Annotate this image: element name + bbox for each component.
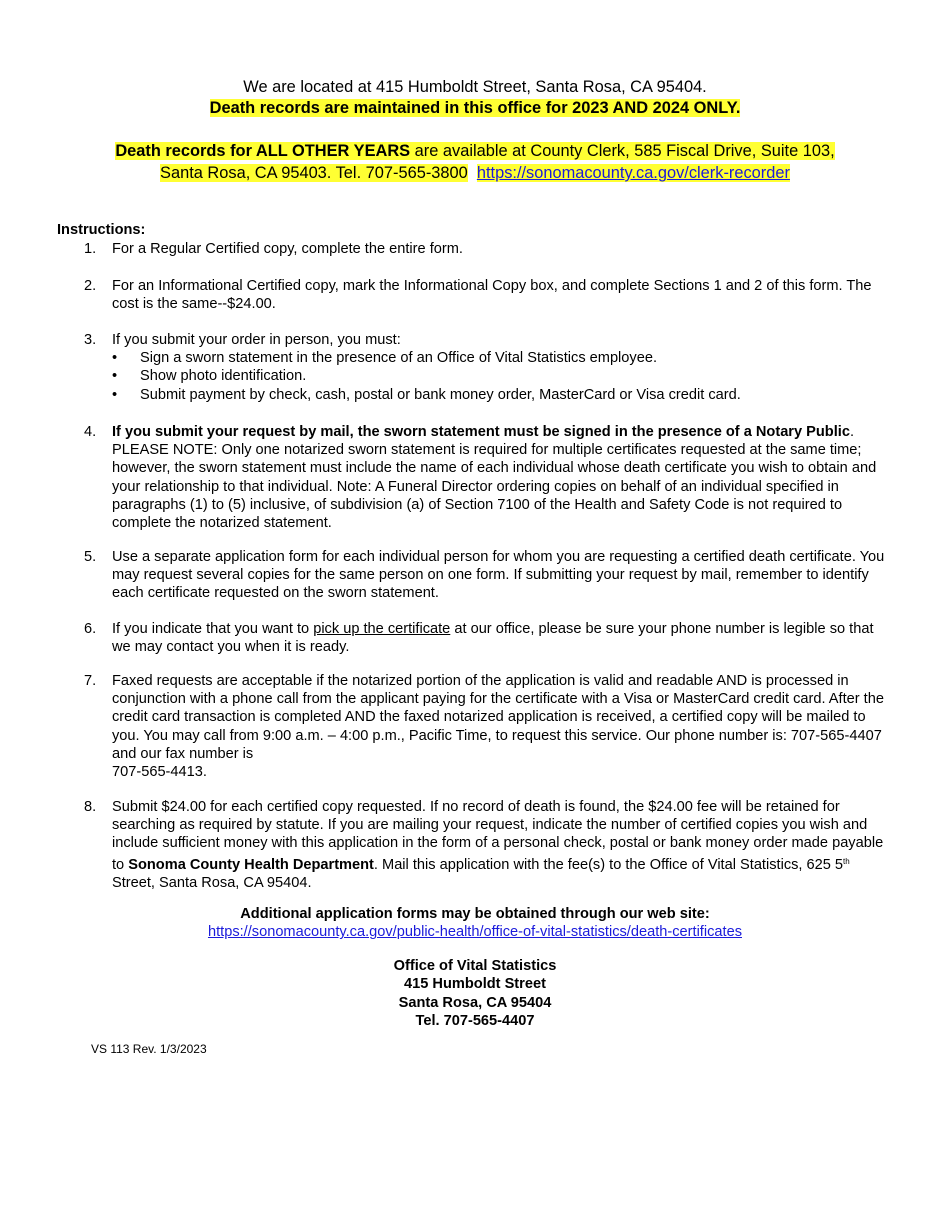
fax-number: 707-565-4413. (112, 764, 207, 781)
item-text: . PLEASE NOTE: Only one notarized sworn statement is required for multiple certificates requested at the same time; however, the sworn statement must include the name of each individual whose death certificate you wish to obtain and your relationship to that individual. Note: A Funeral Director ordering copies on behalf of an individual specified in paragraphs (1) to (5) inclusive, of subdivision (a) of Section 7100 of the Health and Safety Code is not required to complete the notarized statement. (112, 424, 877, 532)
instruction-item-4 (84, 423, 894, 532)
additional-forms (0, 905, 950, 942)
item-text: Submit $24.00 for each certified copy requested. If no record of death is found, the $24.00 fee will be retained for searching as required by statute. If you are mailing your request, indicate the number of certified copies you wish and include sufficient money with this application in the form of a personal check, postal or bank money order made payable to (112, 799, 884, 873)
instruction-item-8 (84, 798, 894, 892)
item-number: 2. (84, 278, 97, 294)
item-number: 4. (84, 424, 97, 440)
in-person-requirements (84, 349, 894, 404)
item-number: 6. (84, 621, 97, 637)
item-text: For a Regular Certified copy, complete the entire form. (112, 241, 463, 257)
bullet-sworn-statement: • Sign a sworn statement in the presence of an Office of Vital Statistics employee. (84, 349, 894, 367)
item-number: 1. (84, 241, 97, 257)
item-text: Use a separate application form for each individual person for whom you are requesting a certified death certificate. You may request several copies for the same person on one form. If submitting your request by mail, remember to identify each certificate requested on the sworn statement. (112, 549, 885, 602)
bullet-photo-id: • Show photo identification. (84, 367, 894, 385)
clerk-city-phone: Santa Rosa, CA 95403. Tel. 707-565-3800 (160, 164, 468, 182)
instruction-item-1 (84, 240, 894, 258)
form-revision: VS 113 Rev. 1/3/2023 (91, 1042, 207, 1056)
clerk-recorder-link[interactable]: https://sonomacounty.ca.gov/clerk-recorder (476, 164, 790, 182)
item-number: 3. (84, 332, 97, 348)
item-number: 8. (84, 799, 97, 815)
instruction-item-2 (84, 277, 894, 313)
location-line (0, 76, 950, 98)
item-text: For an Informational Certified copy, mark the Informational Copy box, and complete Sections 1 and 2 of this form. The cost is the same--$24.00. (112, 278, 872, 313)
bullet-payment: • Submit payment by check, cash, postal or bank money order, MasterCard or Visa credit card. (84, 386, 894, 404)
additional-forms-heading: Additional application forms may be obtained through our web site: (240, 906, 710, 922)
instruction-item-5 (84, 548, 894, 603)
instructions-title: Instructions: (57, 222, 146, 238)
instruction-item-7 (84, 672, 894, 781)
office-name: Office of Vital Statistics (393, 958, 557, 974)
death-certificates-link[interactable]: https://sonomacounty.ca.gov/public-health/office-of-vital-statistics/death-certificates (207, 924, 742, 941)
item-text: Faxed requests are acceptable if the notarized portion of the application is valid and readable AND is processed in conjunction with a phone call from the applicant paying for the certificate with a Visa or MasterCard credit card. After the credit card transaction is completed AND the faxed notarized application is received, a certified copy will be mailed to you. You may call from 9:00 a.m. – 4:00 p.m., Pacific Time, to request this service. Our phone number is: 707-565-4407 and our fax number is (112, 673, 884, 762)
clerk-contact-line (0, 162, 950, 184)
office-address-block (0, 957, 950, 1031)
item-text-cont: at our office, please be sure your phone number is legible so that we may contact you when it is ready. (112, 621, 874, 656)
item-number: 5. (84, 549, 97, 565)
item-text-mid: . Mail this application with the fee(s) to the Office of Vital Statistics, 625 5 (373, 856, 844, 873)
instruction-item-6 (84, 620, 894, 656)
office-phone: Tel. 707-565-4407 (415, 1013, 535, 1030)
maintained-notice: Death records are maintained in this office for 2023 AND 2024 ONLY. (209, 99, 741, 117)
location-text: We are located at 415 Humboldt Street, Santa Rosa, CA 95404. (243, 78, 707, 96)
office-city: Santa Rosa, CA 95404 (398, 994, 552, 1011)
other-years-text: are available at County Clerk, 585 Fiscal Drive, Suite (410, 142, 803, 160)
instruction-item-3 (84, 331, 894, 404)
other-years-line (0, 140, 950, 162)
maintained-line (0, 97, 950, 119)
suite-number: 103, (802, 142, 835, 160)
item-text: If you submit your order in person, you must: (112, 332, 401, 348)
item-text: If you indicate that you want to (112, 621, 314, 637)
pick-up-emphasis: pick up the certificate (313, 621, 451, 637)
item-number: 7. (84, 673, 97, 689)
payee-name: Sonoma County Health Department (128, 856, 374, 873)
item-text-end: Street, Santa Rosa, CA 95404. (112, 874, 312, 891)
other-years-bold: Death records for ALL OTHER YEARS (115, 142, 411, 160)
notary-requirement: If you submit your request by mail, the sworn statement must be signed in the presence of a Notary Public (112, 424, 850, 440)
ordinal-suffix: th (843, 856, 850, 866)
office-street: 415 Humboldt Street (404, 976, 546, 993)
